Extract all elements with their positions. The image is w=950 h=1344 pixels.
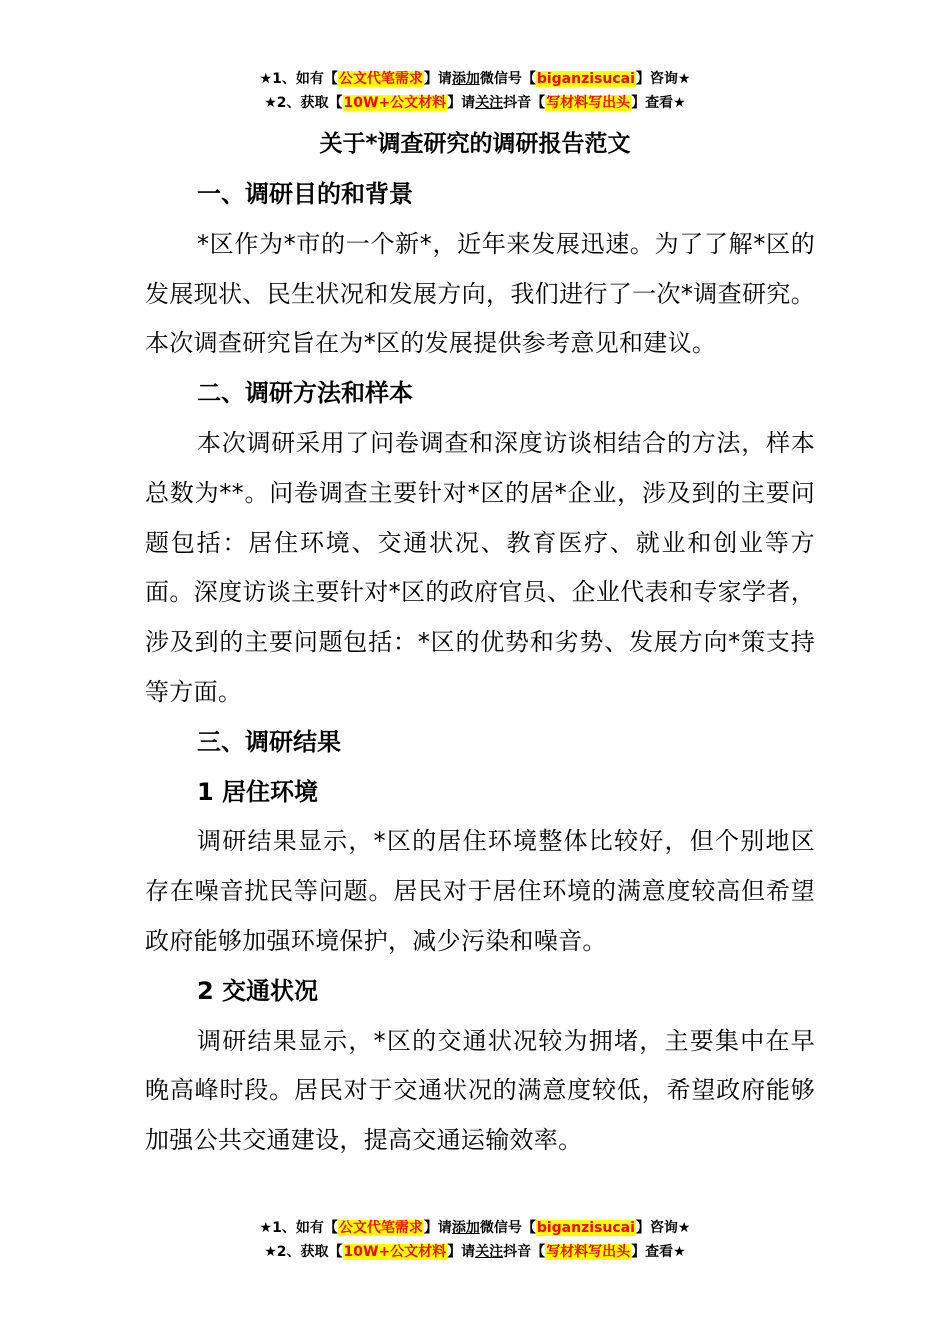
subsection-heading: 1 居住环境 [197, 777, 319, 806]
promo-underlined: 添加 [451, 1220, 480, 1236]
promo-text: 微信号【 [479, 1220, 536, 1236]
section-heading: 二、调研方法和样本 [197, 379, 413, 408]
subsection-heading: 2 交通状况 [197, 976, 319, 1005]
section-heading: 一、调研目的和背景 [197, 180, 413, 208]
promo-text: 】查看★ [631, 95, 686, 111]
promo-highlight: 10W+公文材料 [343, 1244, 447, 1260]
promo-highlight: biganzisucai [536, 1220, 635, 1236]
promo-text: 】请 [423, 71, 452, 87]
promo-text: ★1、如有【 [259, 1220, 338, 1236]
promo-underlined: 关注 [475, 95, 504, 111]
promo-text: 】咨询★ [635, 71, 691, 87]
promo-line-1 [0, 67, 950, 91]
promo-banner-bottom [0, 1216, 950, 1264]
promo-text: 】查看★ [631, 1244, 686, 1260]
promo-text: 抖音【 [503, 95, 546, 111]
promo-text: ★2、获取【 [264, 95, 343, 111]
section-paragraph: 本次调研采用了问卷调查和深度访谈相结合的方法，样本总数为**。问卷调查主要针对*区的居*企业，涉及到的主要问题包括：居住环境、交通状况、教育医疗、就业和创业等方面。深度访谈主要针对*区的政府官员、企业代表和专家学者，涉及到的主要问题包括：*区的优势和劣势、发展方向*策支持等方面。 [145, 428, 815, 706]
document-body [145, 170, 815, 1166]
promo-highlight: biganzisucai [536, 71, 635, 87]
subsection-paragraph: 调研结果显示，*区的居住环境整体比较好，但个别地区存在噪音扰民等问题。居民对于居住环境的满意度较高但希望政府能够加强环境保护，减少污染和噪音。 [145, 827, 815, 955]
promo-underlined: 添加 [451, 71, 480, 87]
promo-underlined: 关注 [475, 1244, 504, 1260]
promo-highlight: 10W+公文材料 [343, 95, 447, 111]
subsection-paragraph: 调研结果显示，*区的交通状况较为拥堵，主要集中在早晚高峰时段。居民对于交通状况的满意度较低，希望政府能够加强公共交通建设，提高交通运输效率。 [145, 1026, 815, 1155]
promo-text: 抖音【 [503, 1244, 546, 1260]
promo-line-2 [0, 1240, 950, 1264]
section-heading: 三、调研结果 [197, 727, 341, 756]
document-title: 关于*调查研究的调研报告范文 [319, 131, 631, 157]
promo-banner-top [0, 67, 950, 115]
promo-highlight: 公文代笔需求 [338, 1220, 423, 1236]
promo-highlight: 写材料写出头 [546, 1244, 631, 1260]
promo-text: 】咨询★ [635, 1220, 691, 1236]
promo-text: 】请 [447, 1244, 476, 1260]
promo-text: 微信号【 [479, 71, 536, 87]
promo-line-2 [0, 91, 950, 115]
promo-highlight: 公文代笔需求 [338, 71, 423, 87]
promo-highlight: 写材料写出头 [546, 95, 631, 111]
promo-text: ★1、如有【 [259, 71, 338, 87]
promo-line-1 [0, 1216, 950, 1240]
promo-text: 】请 [447, 95, 476, 111]
section-paragraph: *区作为*市的一个新*，近年来发展迅速。为了了解*区的发展现状、民生状况和发展方向，我们进行了一次*调查研究。本次调查研究旨在为*区的发展提供参考意见和建议。 [145, 229, 815, 358]
promo-text: ★2、获取【 [264, 1244, 343, 1260]
promo-text: 】请 [423, 1220, 452, 1236]
